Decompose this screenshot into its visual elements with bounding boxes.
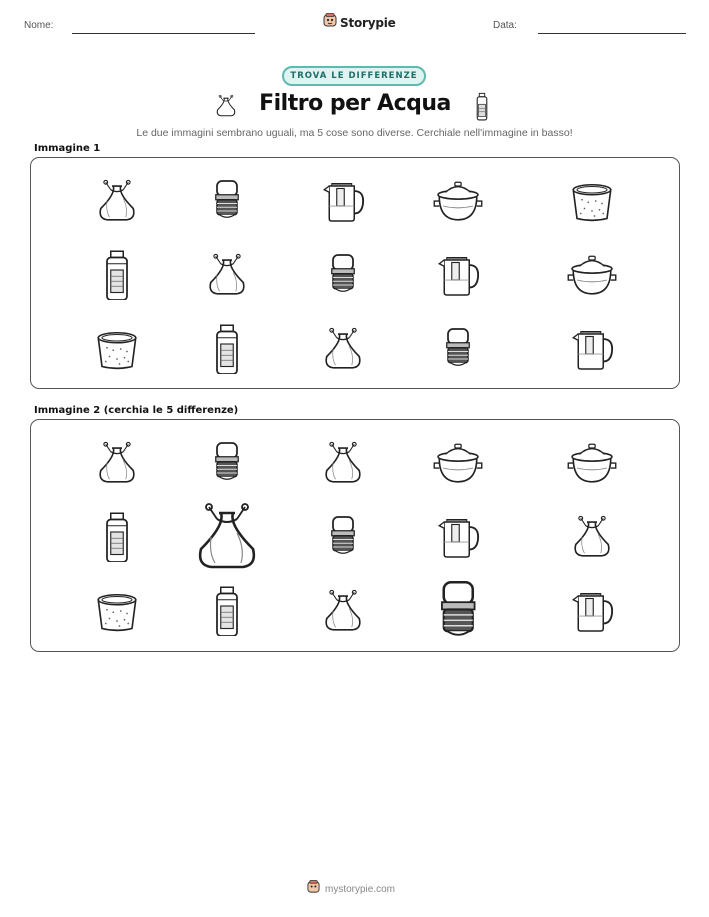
- cup-icon: [92, 324, 142, 374]
- pitcher-icon: [433, 250, 483, 300]
- image2-label: Immagine 2 (cerchia le 5 differenze): [34, 405, 239, 416]
- bottle-icon: [92, 250, 142, 300]
- bag-icon[interactable]: [567, 512, 617, 562]
- brand-name: Storypie: [340, 16, 396, 30]
- faucet-filter-icon[interactable]: [422, 575, 495, 648]
- image2-panel[interactable]: [30, 419, 680, 652]
- faucet-filter-icon: [318, 250, 368, 300]
- bottle-filter-icon: [471, 92, 493, 127]
- pitcher-icon[interactable]: [567, 586, 617, 636]
- name-line: [72, 33, 255, 34]
- faucet-filter-icon: [202, 176, 252, 226]
- image1-panel: [30, 157, 680, 389]
- pot-icon[interactable]: [433, 438, 483, 488]
- bag-icon[interactable]: [318, 438, 368, 488]
- pot-icon[interactable]: [567, 438, 617, 488]
- pot-icon: [433, 176, 483, 226]
- footer: [307, 880, 395, 899]
- bottle-icon[interactable]: [92, 512, 142, 562]
- cup-icon[interactable]: [92, 586, 142, 636]
- worksheet-type-badge: TROVA LE DIFFERENZE: [282, 66, 426, 86]
- bag-icon[interactable]: [318, 586, 368, 636]
- bag-icon[interactable]: [92, 438, 142, 488]
- bag-icon: [318, 324, 368, 374]
- bag-icon: [202, 250, 252, 300]
- date-line: [538, 33, 686, 34]
- image1-label: Immagine 1: [34, 143, 101, 154]
- storypie-mascot-icon: [323, 13, 337, 33]
- cup-icon: [567, 176, 617, 226]
- name-label: Nome:: [24, 20, 54, 31]
- pot-icon: [567, 250, 617, 300]
- bag-icon: [92, 176, 142, 226]
- date-label: Data:: [493, 20, 517, 31]
- bottle-icon[interactable]: [202, 586, 252, 636]
- instructions: Le due immagini sembrano uguali, ma 5 cose sono diverse. Cerchiale nell'immagine in basso!: [136, 127, 573, 139]
- storypie-mascot-icon: [307, 880, 320, 899]
- pitcher-icon: [567, 324, 617, 374]
- faucet-filter-icon[interactable]: [202, 438, 252, 488]
- footer-url: mystorypie.com: [325, 884, 396, 895]
- pitcher-icon: [318, 176, 368, 226]
- page-title: Filtro per Acqua: [259, 91, 451, 116]
- brand: [323, 13, 396, 33]
- pitcher-icon[interactable]: [433, 512, 483, 562]
- bottle-icon: [202, 324, 252, 374]
- bag-icon[interactable]: [187, 497, 267, 577]
- faucet-filter-icon: [433, 324, 483, 374]
- faucet-filter-icon[interactable]: [318, 512, 368, 562]
- bag-icon: [213, 93, 239, 124]
